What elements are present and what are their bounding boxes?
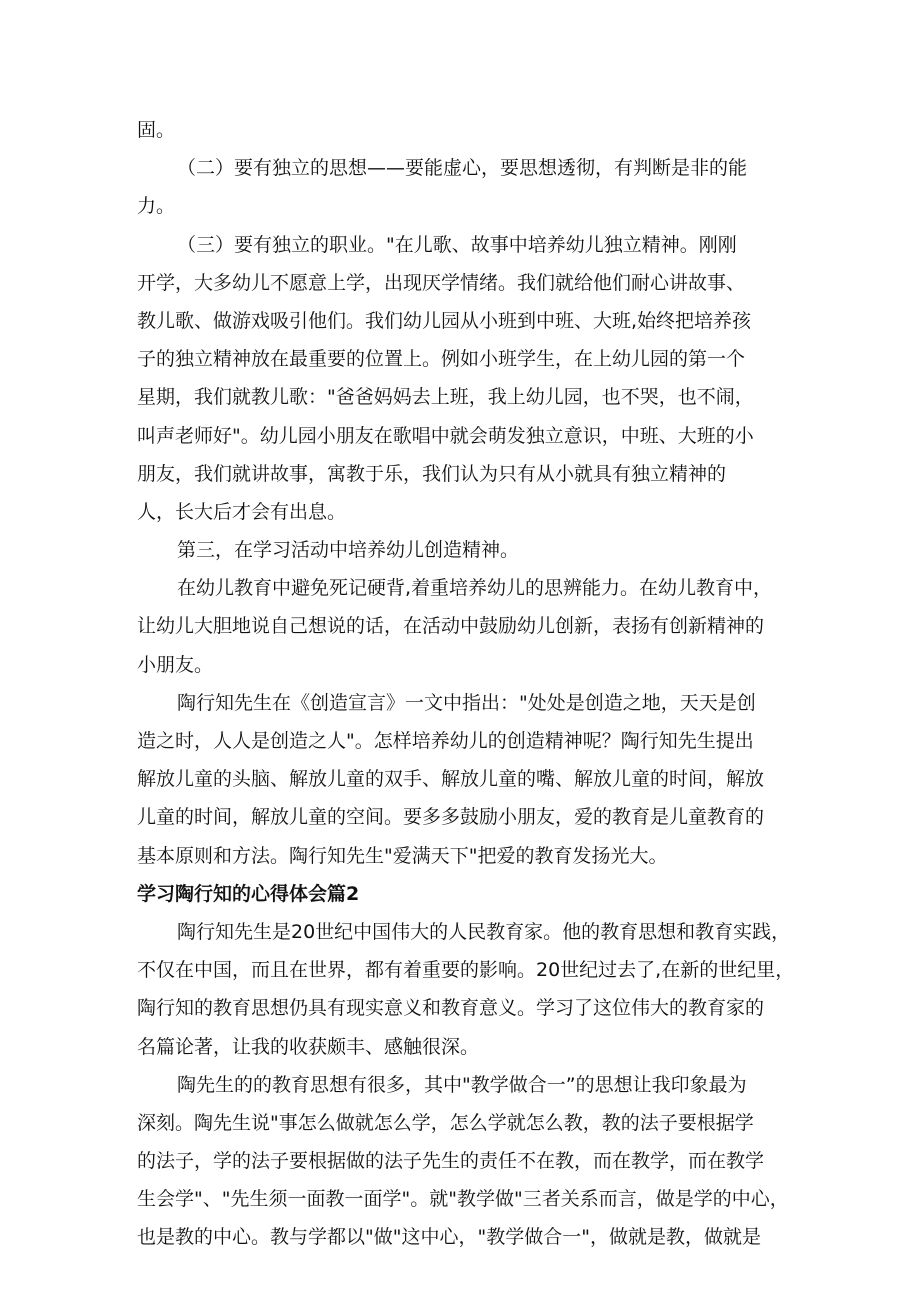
text-line: 在幼儿教育中避免死记硬背,着重培养幼儿的思辨能力。在幼儿教育中， xyxy=(177,577,773,600)
text-line: 深刻。陶先生说"事怎么做就怎么学，怎么学就怎么教，教的法子要根据学 xyxy=(137,1111,754,1134)
text-line: 朋友，我们就讲故事，寓教于乐，我们认为只有从小就具有独立精神的 xyxy=(137,462,727,485)
text-line: 解放儿童的头脑、解放儿童的双手、解放儿童的嘴、解放儿童的时间，解放 xyxy=(137,768,765,791)
text-line: 人，长大后才会有出息。 xyxy=(137,500,347,523)
text-line: 儿童的时间，解放儿童的空间。要多多鼓励小朋友，爱的教育是儿童教育的 xyxy=(137,806,765,829)
text-line: 陶行知先生在《创造宣言》一文中指出："处处是创造之地，天天是创 xyxy=(177,691,756,714)
text-line: 叫声老师好"。幼儿园小朋友在歌唱中就会萌发独立意识，中班、大班的小 xyxy=(137,424,754,447)
text-line: 生会学"、"先生须一面教一面学"。就"教学做"三者关系而言，做是学的中心， xyxy=(137,1188,789,1211)
text-line: 教儿歌、做游戏吸引他们。我们幼儿园从小班到中班、大班,始终把培养孩 xyxy=(137,309,752,332)
text-line: 陶行知先生是20世纪中国伟大的人民教育家。他的教育思想和教育实践， xyxy=(177,920,791,943)
text-line: 开学，大多幼儿不愿意上学，出现厌学情绪。我们就给他们耐心讲故事、 xyxy=(137,271,746,294)
text-line: （二）要有独立的思想——要能虚心，要思想透彻，有判断是非的能 xyxy=(177,157,748,180)
text-line: （三）要有独立的职业。"在儿歌、故事中培养幼儿独立精神。刚刚 xyxy=(177,233,737,256)
text-line: 力。 xyxy=(137,195,176,218)
text-line: 的法子，学的法子要根据做的法子先生的责任不在教，而在教学，而在教学 xyxy=(137,1150,765,1173)
text-line: 陶行知的教育思想仍具有现实意义和教育意义。学习了这位伟大的教育家的 xyxy=(137,997,765,1020)
text-line: 不仅在中国，而且在世界，都有着重要的影响。20世纪过去了,在新的世纪里， xyxy=(137,959,795,982)
text-line: 固。 xyxy=(137,119,176,141)
text-line: 让幼儿大胆地说自己想说的话，在活动中鼓励幼儿创新，表扬有创新精神的 xyxy=(137,615,765,638)
document-body xyxy=(137,111,809,1257)
text-line: 基本原则和方法。陶行知先生"爱满天下"把爱的教育发扬光大。 xyxy=(137,844,668,867)
text-line: 陶先生的的教育思想有很多，其中"教学做合一”的思想让我印象最为 xyxy=(177,1073,747,1096)
text-line: 也是教的中心。教与学都以"做"这中心，"教学做合一"，做就是教，做就是 xyxy=(137,1226,761,1249)
text-line: 子的独立精神放在最重要的位置上。例如小班学生，在上幼儿园的第一个 xyxy=(137,348,746,371)
text-line: 小朋友。 xyxy=(137,653,214,676)
text-line: 名篇论著，让我的收获颇丰、感触很深。 xyxy=(137,1035,480,1058)
text-line: 第三，在学习活动中培养幼儿创造精神。 xyxy=(177,539,520,562)
text-line: 星期，我们就教儿歌："爸爸妈妈去上班，我上幼儿园，也不哭，也不闹， xyxy=(137,386,754,409)
section-heading: 学习陶行知的心得体会篇2 xyxy=(137,882,360,905)
text-line: 造之时，人人是创造之人"。怎样培养幼儿的创造精神呢？陶行知先生提出 xyxy=(137,730,754,752)
